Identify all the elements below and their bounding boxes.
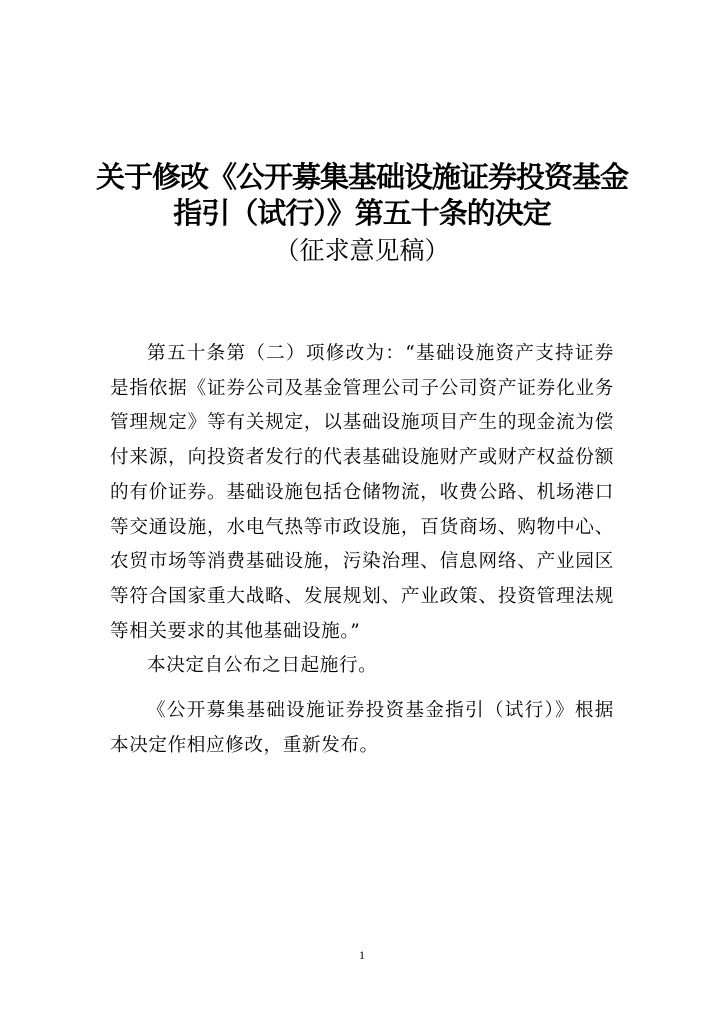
document-title-line-1: 关于修改《公开募集基础设施证券投资基金 [95,160,628,194]
document-title-block [0,160,724,268]
document-title-line-2: 指引（试行）》第五十条的决定 [173,196,551,230]
document-subtitle: （征求意见稿） [274,236,450,265]
document-body [110,337,614,763]
paragraph-effective-date: 本决定自公布之日起施行。 [147,655,378,677]
page-number: 1 [359,948,365,962]
paragraph-republication: 《公开募集基础设施证券投资基金指引（试行）》根据本决定作相应修改，重新发布。 [110,700,614,756]
paragraph-article-50-amendment: 第五十条第（二）项修改为：“基础设施资产支持证券是指依据《证券公司及基金管理公司子公司资产证券化业务管理规定》等有关规定，以基础设施项目产生的现金流为偿付来源，向投资者发行的代表基础设施财产或财产权益份额的有价证券。基础设施包括仓储物流，收费公路、机场港口等交通设施，水电气热等市政设施，百货商场、购物中心、农贸市场等消费基础设施，污染治理、信息网络、产业园区等符合国家重大战略、发展规划、产业政策、投资管理法规等相关要求的其他基础设施。” [110,343,614,642]
